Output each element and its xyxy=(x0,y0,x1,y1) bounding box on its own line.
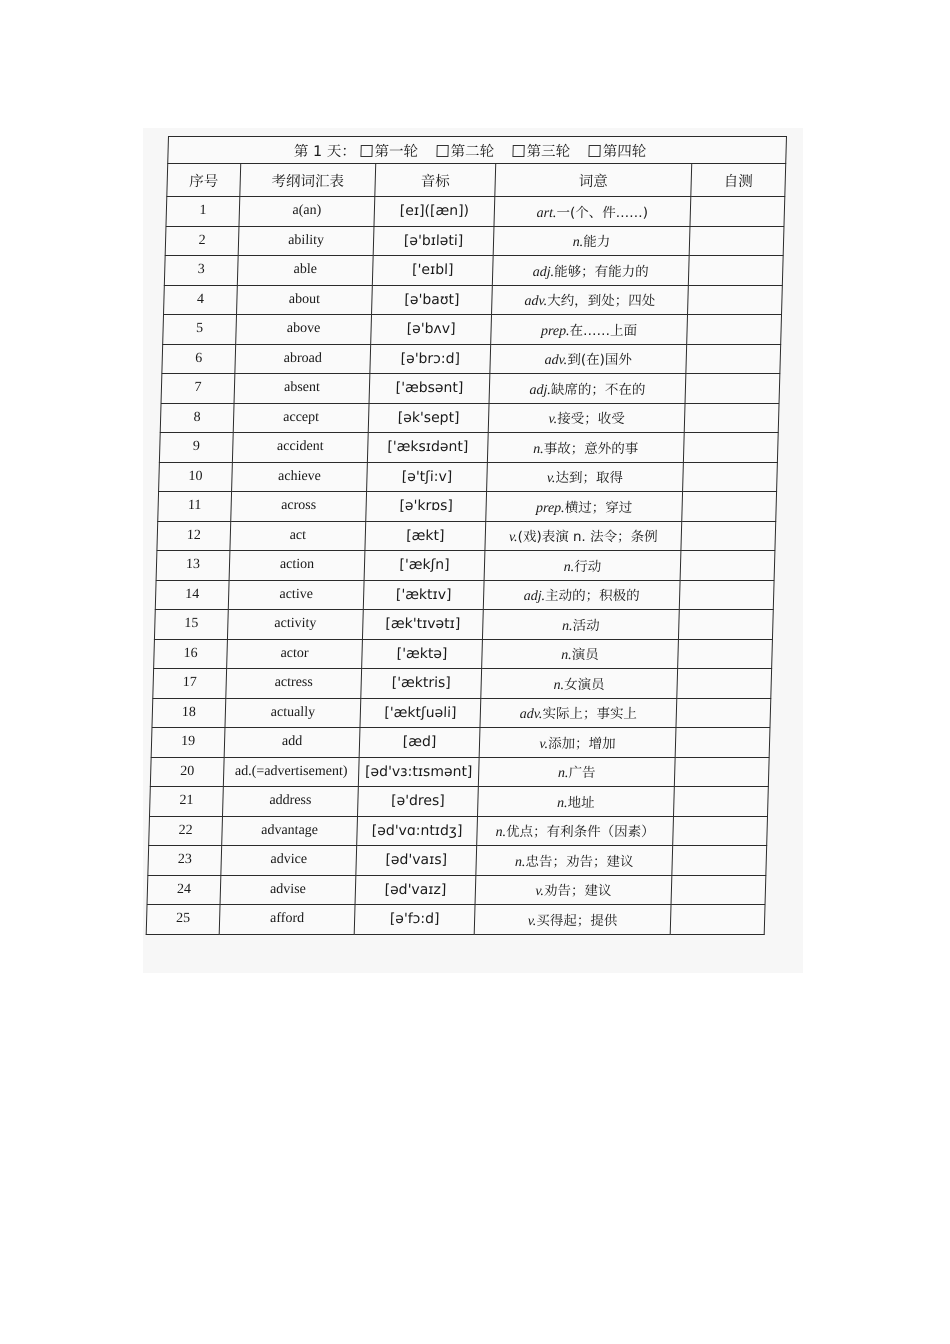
vocab-word: ability xyxy=(238,226,374,256)
phonetic: [ə'baʊt] xyxy=(372,285,493,315)
self-test-cell[interactable] xyxy=(677,669,772,699)
self-test-cell[interactable] xyxy=(689,226,784,256)
vocab-word: add xyxy=(224,728,360,758)
self-test-cell[interactable] xyxy=(673,816,768,846)
header-meaning: 词意 xyxy=(495,164,692,197)
vocabulary-table xyxy=(146,136,787,935)
meaning-cell xyxy=(488,403,685,433)
table-row xyxy=(166,197,785,227)
meaning-cell xyxy=(489,374,686,404)
self-test-cell[interactable] xyxy=(679,580,774,610)
row-index: 15 xyxy=(154,610,228,640)
vocab-word: above xyxy=(236,315,372,345)
table-row xyxy=(154,610,773,640)
self-test-cell[interactable] xyxy=(683,433,778,463)
phonetic: ['æktʃuəli] xyxy=(360,698,481,728)
table-row xyxy=(159,433,778,463)
meaning: 事故；意外的事 xyxy=(543,440,639,457)
vocab-word: accept xyxy=(233,403,369,433)
part-of-speech: adv. xyxy=(524,294,548,310)
row-index: 21 xyxy=(150,787,224,817)
meaning: 在……上面 xyxy=(569,322,638,339)
phonetic: [əd'vɜ:tɪsmənt] xyxy=(358,757,479,787)
meaning: 横过；穿过 xyxy=(564,499,633,516)
self-test-cell[interactable] xyxy=(688,285,783,315)
meaning: 达到；取得 xyxy=(555,470,624,487)
vocab-word: advantage xyxy=(222,816,358,846)
meaning: 一(个、件……) xyxy=(556,204,649,221)
header-index: 序号 xyxy=(167,164,241,197)
row-index: 6 xyxy=(162,344,236,374)
title-row xyxy=(168,137,787,164)
self-test-cell[interactable] xyxy=(674,757,769,787)
table-row xyxy=(146,905,765,935)
phonetic: [ə'brɔ:d] xyxy=(370,344,491,374)
phonetic: [ə'bʌv] xyxy=(371,315,492,345)
phonetic: ['æksɪdənt] xyxy=(367,433,488,463)
phonetic: [eɪ]([æn]) xyxy=(374,197,495,227)
phonetic: [æd] xyxy=(359,728,480,758)
part-of-speech: n. xyxy=(514,854,526,870)
row-index: 23 xyxy=(148,846,222,876)
self-test-cell[interactable] xyxy=(682,492,777,522)
part-of-speech: v. xyxy=(508,530,518,546)
meaning-cell xyxy=(476,846,673,876)
part-of-speech: n. xyxy=(556,795,568,811)
row-index: 25 xyxy=(146,905,220,935)
table-row xyxy=(164,256,783,286)
row-index: 17 xyxy=(153,669,227,699)
meaning: 忠告；劝告；建议 xyxy=(525,853,634,870)
header-word: 考纲词汇表 xyxy=(240,164,376,197)
header-row xyxy=(167,164,786,197)
meaning-cell xyxy=(475,875,672,905)
self-test-cell[interactable] xyxy=(672,846,767,876)
meaning-cell xyxy=(478,787,675,817)
vocab-word: act xyxy=(230,521,366,551)
part-of-speech: prep. xyxy=(535,500,565,516)
phonetic: [ə'dres] xyxy=(358,787,479,817)
row-index: 13 xyxy=(156,551,230,581)
checkbox-icon xyxy=(436,145,448,157)
table-row xyxy=(152,698,771,728)
phonetic: ['æbsənt] xyxy=(369,374,490,404)
table-row xyxy=(150,757,769,787)
part-of-speech: n. xyxy=(563,559,575,575)
table-row xyxy=(147,875,766,905)
meaning: 能力 xyxy=(583,234,611,251)
day-title xyxy=(168,137,787,164)
part-of-speech: v. xyxy=(548,412,558,428)
table-row xyxy=(150,787,769,817)
meaning-cell xyxy=(474,905,671,935)
meaning: 能够；有能力的 xyxy=(553,263,649,280)
part-of-speech: adj. xyxy=(532,264,555,280)
header-phonetic: 音标 xyxy=(375,164,496,197)
part-of-speech: prep. xyxy=(540,323,570,339)
vocab-word: able xyxy=(237,256,373,286)
table-row xyxy=(154,639,773,669)
meaning-cell xyxy=(485,521,682,551)
meaning: 主动的；积极的 xyxy=(544,588,640,605)
meaning: 接受；收受 xyxy=(556,411,625,428)
self-test-cell[interactable] xyxy=(690,197,785,227)
row-index: 5 xyxy=(163,315,237,345)
row-index: 16 xyxy=(154,639,228,669)
vocab-word: achieve xyxy=(232,462,368,492)
part-of-speech: art. xyxy=(536,205,557,221)
table-row xyxy=(160,403,779,433)
table-row xyxy=(151,728,770,758)
table-row xyxy=(148,846,767,876)
part-of-speech: n. xyxy=(561,618,573,634)
meaning: 大约，到处；四处 xyxy=(547,293,656,310)
meaning-cell xyxy=(482,610,679,640)
table-row xyxy=(157,521,776,551)
part-of-speech: n. xyxy=(553,677,565,693)
part-of-speech: n. xyxy=(495,825,507,841)
part-of-speech: n. xyxy=(557,766,569,782)
table-row xyxy=(163,315,782,345)
row-index: 19 xyxy=(151,728,225,758)
vocab-word: activity xyxy=(227,610,363,640)
meaning-cell xyxy=(487,433,684,463)
meaning-cell xyxy=(479,728,676,758)
vocab-word: afford xyxy=(219,905,355,935)
meaning-cell xyxy=(478,757,675,787)
self-test-cell[interactable] xyxy=(670,905,765,935)
meaning: (戏)表演 n. 法令；条例 xyxy=(517,529,658,546)
part-of-speech: adv. xyxy=(519,707,543,723)
phonetic: [ə'krɒs] xyxy=(366,492,487,522)
phonetic: [ə'bɪləti] xyxy=(373,226,494,256)
vocab-word: address xyxy=(223,787,359,817)
row-index: 3 xyxy=(164,256,238,286)
row-index: 9 xyxy=(159,433,233,463)
self-test-cell[interactable] xyxy=(678,610,773,640)
self-test-cell[interactable] xyxy=(688,256,783,286)
self-test-cell[interactable] xyxy=(687,315,782,345)
meaning-cell xyxy=(484,551,681,581)
row-index: 20 xyxy=(150,757,224,787)
vocab-word: ad.(=advertisement) xyxy=(223,757,359,787)
table-row xyxy=(162,344,781,374)
checkbox-icon xyxy=(513,145,525,157)
table-row xyxy=(153,669,772,699)
vocab-word: active xyxy=(228,580,364,610)
meaning: 到(在)国外 xyxy=(567,352,633,369)
meaning-cell xyxy=(481,669,678,699)
meaning-cell xyxy=(493,226,690,256)
phonetic: [əd'vaɪs] xyxy=(356,846,477,876)
phonetic: [æk'tɪvətɪ] xyxy=(362,610,483,640)
vocab-word: advice xyxy=(221,846,357,876)
meaning: 地址 xyxy=(567,794,595,811)
part-of-speech: adj. xyxy=(529,382,552,398)
meaning: 行动 xyxy=(573,558,602,575)
vocab-word: absent xyxy=(234,374,370,404)
table-row xyxy=(155,580,774,610)
part-of-speech: v. xyxy=(539,736,549,752)
table-row xyxy=(149,816,768,846)
row-index: 12 xyxy=(157,521,231,551)
self-test-cell[interactable] xyxy=(671,875,766,905)
vocab-word: about xyxy=(237,285,373,315)
part-of-speech: adv. xyxy=(544,353,568,369)
meaning-cell xyxy=(491,315,688,345)
phonetic: [ək'sept] xyxy=(368,403,489,433)
self-test-cell[interactable] xyxy=(683,462,778,492)
self-test-cell[interactable] xyxy=(675,728,770,758)
meaning-cell xyxy=(482,639,679,669)
meaning: 活动 xyxy=(572,617,600,634)
vocab-word: a(an) xyxy=(239,197,375,227)
part-of-speech: v. xyxy=(546,471,556,487)
self-test-cell[interactable] xyxy=(676,698,771,728)
meaning: 优点；有利条件（因素） xyxy=(505,824,655,841)
self-test-cell[interactable] xyxy=(678,639,773,669)
self-test-cell[interactable] xyxy=(686,344,781,374)
meaning-cell xyxy=(494,197,691,227)
table-row xyxy=(158,492,777,522)
row-index: 1 xyxy=(166,197,240,227)
meaning-cell xyxy=(492,285,689,315)
table-row xyxy=(164,285,783,315)
round-checkbox-1[interactable]: 第一轮 xyxy=(360,140,418,161)
row-index: 8 xyxy=(160,403,234,433)
phonetic: [əd'vɑ:ntɪdʒ] xyxy=(357,816,478,846)
row-index: 24 xyxy=(147,875,221,905)
phonetic: [ə'fɔ:d] xyxy=(354,905,475,935)
part-of-speech: v. xyxy=(535,884,545,900)
vocab-word: advise xyxy=(220,875,356,905)
meaning: 实际上；事实上 xyxy=(542,706,638,723)
vocab-word: actually xyxy=(225,698,361,728)
meaning-cell xyxy=(486,492,683,522)
vocab-word: abroad xyxy=(235,344,371,374)
meaning-cell xyxy=(477,816,674,846)
row-index: 4 xyxy=(164,285,238,315)
part-of-speech: v. xyxy=(527,913,537,929)
meaning: 劝告；建议 xyxy=(543,883,612,900)
meaning: 买得起；提供 xyxy=(536,912,618,929)
phonetic: ['æktə] xyxy=(362,639,483,669)
round-checkbox-2[interactable]: 第二轮 xyxy=(436,140,494,161)
meaning-cell xyxy=(487,462,684,492)
table-row xyxy=(156,551,775,581)
row-index: 7 xyxy=(161,374,235,404)
row-index: 2 xyxy=(165,226,239,256)
row-index: 11 xyxy=(158,492,232,522)
vocab-word: actor xyxy=(227,639,363,669)
part-of-speech: n. xyxy=(561,648,572,664)
part-of-speech: adj. xyxy=(523,589,546,605)
meaning-cell xyxy=(483,580,680,610)
checkbox-icon xyxy=(589,145,601,157)
meaning: 缺席的；不在的 xyxy=(550,381,646,398)
meaning: 广告 xyxy=(568,765,596,782)
self-test-cell[interactable] xyxy=(684,403,779,433)
table-row xyxy=(165,226,784,256)
checkbox-icon xyxy=(360,145,372,157)
header-self-test: 自测 xyxy=(691,164,786,197)
meaning: 演员 xyxy=(571,647,599,664)
meaning: 添加；增加 xyxy=(547,735,616,752)
phonetic: ['ækʃn] xyxy=(364,551,485,581)
row-index: 14 xyxy=(155,580,229,610)
self-test-cell[interactable] xyxy=(685,374,780,404)
self-test-cell[interactable] xyxy=(681,521,776,551)
phonetic: [əd'vaɪz] xyxy=(355,875,476,905)
meaning-cell xyxy=(490,344,687,374)
self-test-cell[interactable] xyxy=(680,551,775,581)
round-checkbox-3[interactable]: 第三轮 xyxy=(512,140,570,161)
phonetic: [ə'tʃi:v] xyxy=(367,462,488,492)
row-index: 10 xyxy=(159,462,233,492)
row-index: 18 xyxy=(152,698,226,728)
table-row xyxy=(161,374,780,404)
vocab-word: across xyxy=(231,492,367,522)
phonetic: [ækt] xyxy=(365,521,486,551)
vocab-word: accident xyxy=(232,433,368,463)
part-of-speech: n. xyxy=(572,235,584,251)
part-of-speech: n. xyxy=(533,441,544,457)
row-index: 22 xyxy=(149,816,223,846)
meaning-cell xyxy=(480,698,677,728)
day-label: 第 1 天： xyxy=(293,143,357,160)
phonetic: ['æktris] xyxy=(361,669,482,699)
meaning: 女演员 xyxy=(563,676,605,693)
vocab-word: actress xyxy=(226,669,362,699)
phonetic: ['æktɪv] xyxy=(363,580,484,610)
table-body xyxy=(146,197,785,935)
round-checkbox-4[interactable]: 第四轮 xyxy=(589,140,647,161)
self-test-cell[interactable] xyxy=(674,787,769,817)
meaning-cell xyxy=(492,256,689,286)
vocab-word: action xyxy=(229,551,365,581)
table-row xyxy=(159,462,778,492)
phonetic: ['eɪbl] xyxy=(372,256,493,286)
